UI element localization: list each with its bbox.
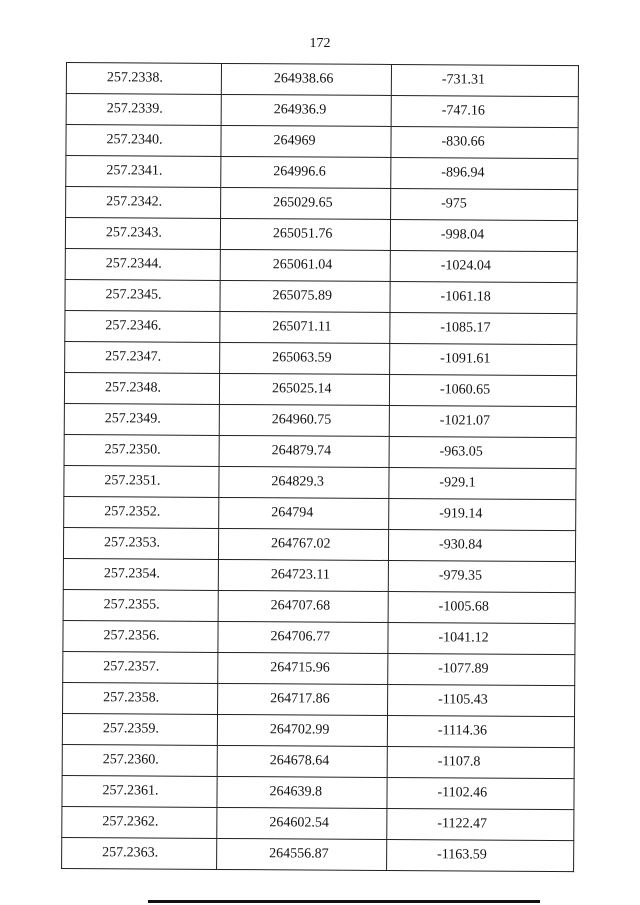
point-id-cell: 257.2348. <box>64 372 219 404</box>
coordinates-table-body <box>62 63 579 872</box>
x-coordinate-cell: 264936.9 <box>221 94 391 126</box>
x-coordinate-cell: 264707.68 <box>218 590 388 622</box>
table-row <box>62 713 574 747</box>
point-id-cell: 257.2361. <box>62 775 217 807</box>
x-coordinate-cell: 264706.77 <box>218 621 388 653</box>
y-coordinate-cell: -929.1 <box>389 467 576 499</box>
y-coordinate-cell: -1114.36 <box>387 715 574 747</box>
point-id-cell: 257.2349. <box>64 403 219 435</box>
point-id-cell: 257.2340. <box>66 125 221 157</box>
table-row <box>62 806 574 840</box>
table-row <box>65 248 577 282</box>
point-id-cell: 257.2338. <box>66 63 221 95</box>
table-row <box>66 125 578 159</box>
table-row <box>62 837 574 871</box>
table-row <box>64 496 576 530</box>
x-coordinate-cell: 264960.75 <box>219 404 389 436</box>
page-bottom-rule <box>148 900 540 903</box>
point-id-cell: 257.2357. <box>63 651 218 683</box>
page-number: 172 <box>309 36 331 51</box>
x-coordinate-cell: 264767.02 <box>218 528 388 560</box>
point-id-cell: 257.2363. <box>62 837 217 869</box>
y-coordinate-cell: -930.84 <box>388 529 575 561</box>
x-coordinate-cell: 264723.11 <box>218 559 388 591</box>
y-coordinate-cell: -731.31 <box>391 64 578 96</box>
x-coordinate-cell: 264938.66 <box>221 63 391 95</box>
x-coordinate-cell: 264556.87 <box>217 838 387 870</box>
x-coordinate-cell: 265075.89 <box>220 280 390 312</box>
y-coordinate-cell: -1041.12 <box>388 622 575 654</box>
table-row <box>63 620 575 654</box>
point-id-cell: 257.2346. <box>65 310 220 342</box>
table-row <box>64 434 576 468</box>
y-coordinate-cell: -1061.18 <box>390 281 577 313</box>
table-row <box>66 63 578 97</box>
point-id-cell: 257.2353. <box>63 527 218 559</box>
y-coordinate-cell: -1107.8 <box>387 746 574 778</box>
table-row <box>65 341 577 375</box>
table-row <box>65 218 577 252</box>
x-coordinate-cell: 265061.04 <box>220 249 390 281</box>
x-coordinate-cell: 264602.54 <box>217 807 387 839</box>
table-row <box>63 589 575 623</box>
point-id-cell: 257.2350. <box>64 434 219 466</box>
point-id-cell: 257.2360. <box>62 744 217 776</box>
y-coordinate-cell: -1091.61 <box>390 343 577 375</box>
point-id-cell: 257.2358. <box>63 682 218 714</box>
y-coordinate-cell: -1060.65 <box>389 374 576 406</box>
table-row <box>64 372 576 406</box>
x-coordinate-cell: 264996.6 <box>221 156 391 188</box>
table-row <box>63 527 575 561</box>
point-id-cell: 257.2356. <box>63 620 218 652</box>
point-id-cell: 257.2354. <box>63 558 218 590</box>
y-coordinate-cell: -963.05 <box>389 436 576 468</box>
y-coordinate-cell: -979.35 <box>388 560 575 592</box>
coordinates-table <box>61 62 579 872</box>
y-coordinate-cell: -1085.17 <box>390 312 577 344</box>
y-coordinate-cell: -1077.89 <box>388 653 575 685</box>
x-coordinate-cell: 264639.8 <box>217 776 387 808</box>
table-row <box>66 187 578 221</box>
x-coordinate-cell: 264794 <box>219 497 389 529</box>
point-id-cell: 257.2351. <box>64 465 219 497</box>
x-coordinate-cell: 265025.14 <box>219 373 389 405</box>
table-row <box>64 403 576 437</box>
point-id-cell: 257.2359. <box>62 713 217 745</box>
table-row <box>66 94 578 128</box>
point-id-cell: 257.2344. <box>65 248 220 280</box>
y-coordinate-cell: -747.16 <box>391 95 578 127</box>
point-id-cell: 257.2343. <box>65 218 220 250</box>
point-id-cell: 257.2345. <box>65 279 220 311</box>
table-row <box>66 156 578 190</box>
y-coordinate-cell: -896.94 <box>391 157 578 189</box>
point-id-cell: 257.2342. <box>66 187 221 219</box>
x-coordinate-cell: 265071.11 <box>220 311 390 343</box>
table-row <box>63 682 575 716</box>
table-row <box>65 310 577 344</box>
y-coordinate-cell: -998.04 <box>390 219 577 251</box>
point-id-cell: 257.2352. <box>64 496 219 528</box>
y-coordinate-cell: -1122.47 <box>387 808 574 840</box>
x-coordinate-cell: 265029.65 <box>221 187 391 219</box>
x-coordinate-cell: 265063.59 <box>220 342 390 374</box>
y-coordinate-cell: -1024.04 <box>390 250 577 282</box>
x-coordinate-cell: 264879.74 <box>219 435 389 467</box>
x-coordinate-cell: 264715.96 <box>218 652 388 684</box>
table-row <box>62 775 574 809</box>
x-coordinate-cell: 264678.64 <box>217 745 387 777</box>
x-coordinate-cell: 264969 <box>221 125 391 157</box>
x-coordinate-cell: 264717.86 <box>218 683 388 715</box>
y-coordinate-cell: -830.66 <box>391 126 578 158</box>
table-row <box>64 465 576 499</box>
y-coordinate-cell: -1105.43 <box>388 684 575 716</box>
table-row <box>65 279 577 313</box>
table-row <box>63 651 575 685</box>
point-id-cell: 257.2347. <box>65 341 220 373</box>
y-coordinate-cell: -919.14 <box>389 498 576 530</box>
point-id-cell: 257.2339. <box>66 94 221 126</box>
table-row <box>62 744 574 778</box>
y-coordinate-cell: -1102.46 <box>387 777 574 809</box>
x-coordinate-cell: 264829.3 <box>219 466 389 498</box>
table-row <box>63 558 575 592</box>
point-id-cell: 257.2341. <box>66 156 221 188</box>
y-coordinate-cell: -1021.07 <box>389 405 576 437</box>
x-coordinate-cell: 264702.99 <box>217 714 387 746</box>
y-coordinate-cell: -1163.59 <box>387 839 574 871</box>
x-coordinate-cell: 265051.76 <box>220 218 390 250</box>
y-coordinate-cell: -1005.68 <box>388 591 575 623</box>
y-coordinate-cell: -975 <box>391 188 578 220</box>
point-id-cell: 257.2362. <box>62 806 217 838</box>
point-id-cell: 257.2355. <box>63 589 218 621</box>
